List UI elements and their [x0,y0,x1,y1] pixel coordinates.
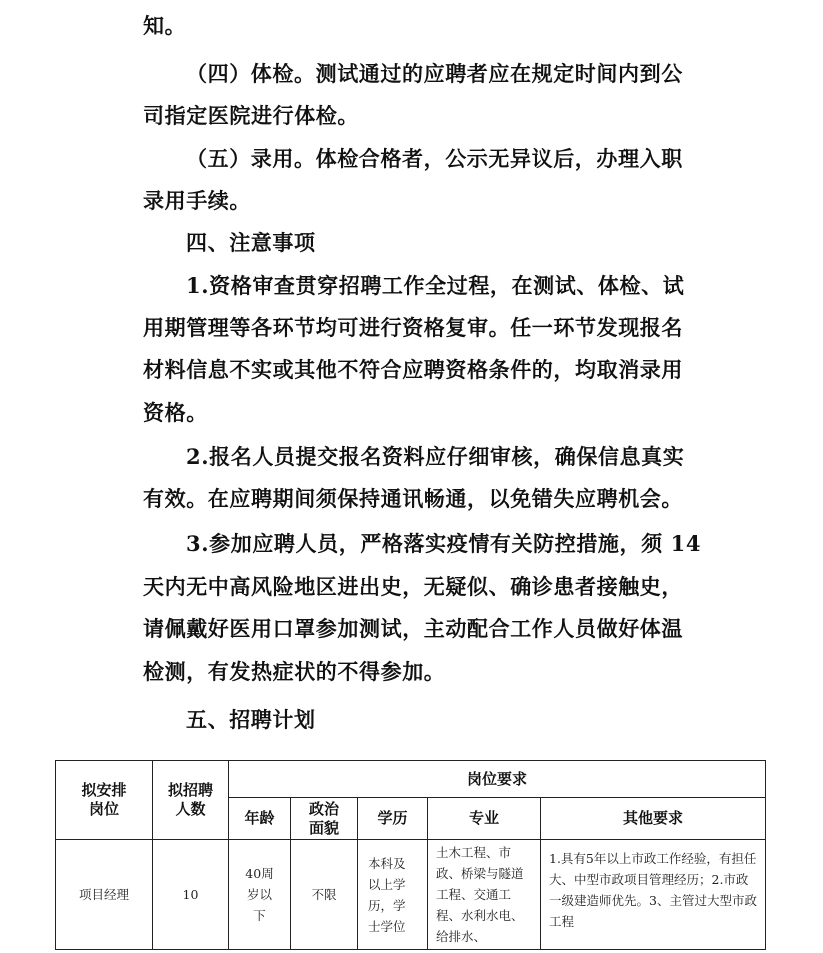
section-heading: 四、注意事项 [186,230,316,255]
cell-position: 项目经理 [56,840,153,950]
header-requirements: 岗位要求 [229,761,766,798]
cell-major: 土木工程、市政、桥梁与隧道工程、交通工程、水利水电、给排水、 [428,840,541,950]
cell-other: 1.具有5年以上市政工作经验，有担任大、中型市政项目管理经历；2.市政一级建造师优先。3、主管过大型市政工程 [541,840,766,950]
header-count: 拟招聘人数 [153,761,229,840]
text-line: 材料信息不实或其他不符合应聘资格条件的，均取消录用 [143,357,683,382]
text-line: 资格。 [143,400,208,425]
text-line: 请佩戴好医用口罩参加测试，主动配合工作人员做好体温 [143,616,683,641]
text-line: 用期管理等各环节均可进行资格复审。任一环节发现报名 [143,315,683,340]
text-line: 2.报名人员提交报名资料应仔细审核，确保信息真实 [186,444,685,469]
recruitment-plan-table [55,760,766,950]
table-row [56,840,766,950]
text-line: 有效。在应聘期间须保持通讯畅通，以免错失应聘机会。 [143,486,683,511]
text-line: 检测，有发热症状的不得参加。 [143,659,446,684]
cell-education: 本科及以上学历，学士学位 [358,840,428,950]
text-line: 天内无中高风险地区进出史，无疑似、确诊患者接触史， [143,574,683,599]
cell-political: 不限 [291,840,358,950]
text-line: （四）体检。测试通过的应聘者应在规定时间内到公 [186,61,683,86]
text-line: 司指定医院进行体检。 [143,103,359,128]
text-line: （五）录用。体检合格者，公示无异议后，办理入职 [186,146,683,171]
header-major: 专业 [428,798,541,840]
text-line: 知。 [143,13,187,38]
header-political: 政治面貌 [291,798,358,840]
cell-count: 10 [153,840,229,950]
header-age: 年龄 [229,798,291,840]
text-line: 录用手续。 [143,188,251,213]
text-line: 1.资格审查贯穿招聘工作全过程，在测试、体检、试 [186,273,685,298]
header-education: 学历 [358,798,428,840]
header-position: 拟安排岗位 [56,761,153,840]
section-heading: 五、招聘计划 [186,707,316,732]
text-line: 3.参加应聘人员，严格落实疫情有关防控措施，须 14 [186,531,702,556]
cell-age: 40周岁以下 [229,840,291,950]
header-other: 其他要求 [541,798,766,840]
